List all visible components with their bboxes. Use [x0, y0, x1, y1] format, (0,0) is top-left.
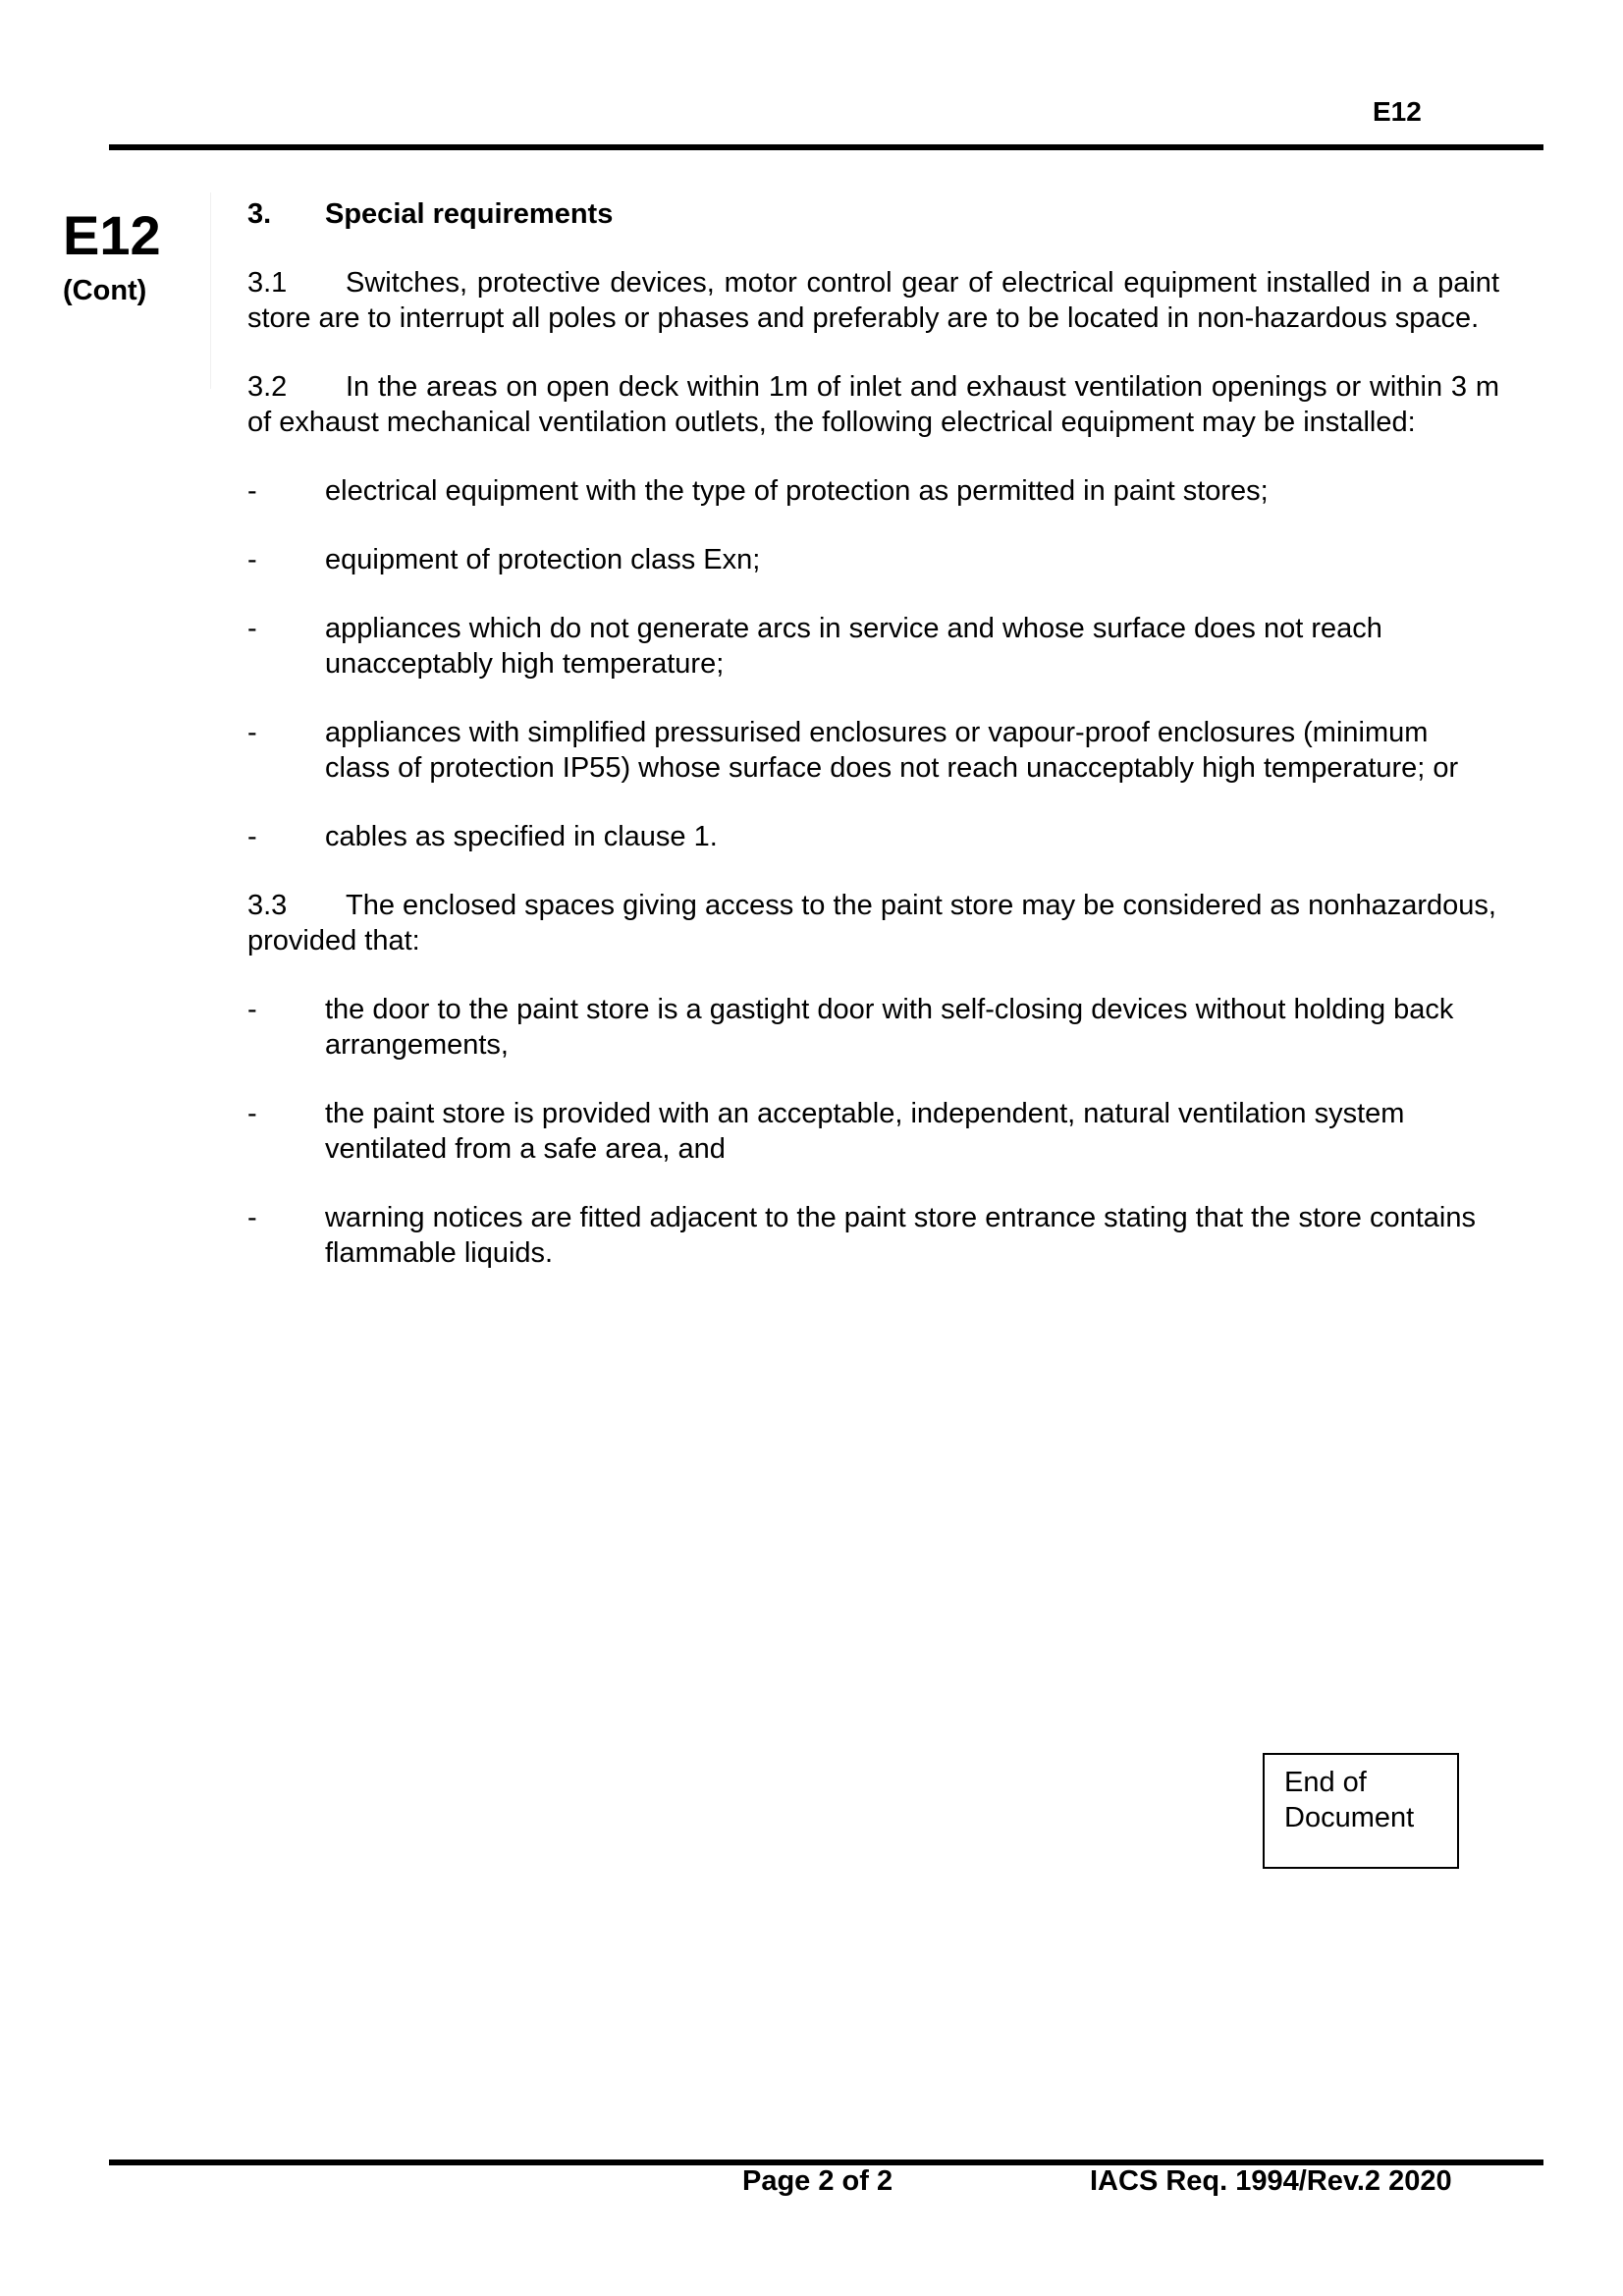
section-heading	[247, 196, 1499, 232]
end-of-document-box	[1263, 1753, 1459, 1869]
bullet-marker: -	[247, 1202, 257, 1233]
list-item-text: the paint store is provided with an acceptable, independent, natural ventilation system ventilated from a safe area, and	[325, 1098, 1405, 1165]
list-item	[247, 611, 1499, 682]
end-box-line-1: End of	[1284, 1767, 1367, 1798]
list-item-text: equipment of protection class Exn;	[325, 544, 761, 575]
paragraph-text: The enclosed spaces giving access to the paint store may be considered as nonhazardous, provided that:	[247, 890, 1496, 957]
section-title: Special requirements	[325, 198, 614, 230]
list-item-text: appliances which do not generate arcs in service and whose surface does not reach unacceptably high temperature;	[325, 613, 1382, 680]
sidebar-continued-label: (Cont)	[63, 275, 147, 306]
list-item-text: appliances with simplified pressurised enclosures or vapour-proof enclosures (minimum class of protection IP55) whose surface does not reach unacceptably high temperature; or	[325, 717, 1459, 784]
bullet-marker: -	[247, 544, 257, 575]
list-item	[247, 819, 1499, 854]
paragraph-3-1	[247, 265, 1499, 336]
document-body	[247, 196, 1499, 1304]
paragraph-text: In the areas on open deck within 1m of inlet and exhaust ventilation openings or within 3 m of exhaust mechanical ventilation outlets, the following electrical equipment may be installed:	[247, 371, 1499, 438]
end-box-line-2: Document	[1284, 1802, 1415, 1833]
bullet-marker: -	[247, 717, 257, 748]
list-item	[247, 1200, 1499, 1271]
bullet-marker: -	[247, 475, 257, 507]
list-item	[247, 992, 1499, 1063]
paragraph-number: 3.2	[247, 371, 288, 403]
list-item	[247, 715, 1499, 786]
bullet-marker: -	[247, 613, 257, 644]
list-item-text: warning notices are fitted adjacent to the paint store entrance stating that the store contains flammable liquids.	[325, 1202, 1476, 1269]
paragraph-number: 3.1	[247, 267, 288, 299]
bullet-marker: -	[247, 994, 257, 1025]
list-item-text: cables as specified in clause 1.	[325, 821, 718, 852]
bullet-marker: -	[247, 1098, 257, 1129]
document-reference: IACS Req. 1994/Rev.2 2020	[1090, 2165, 1452, 2197]
page-number: Page 2 of 2	[742, 2165, 893, 2197]
list-item	[247, 1096, 1499, 1167]
paragraph-number: 3.3	[247, 890, 288, 921]
header-rule	[109, 144, 1543, 150]
paragraph-3-3	[247, 888, 1499, 958]
section-number: 3.	[247, 198, 272, 230]
list-item	[247, 542, 1499, 577]
paragraph-3-2	[247, 369, 1499, 440]
bullet-marker: -	[247, 821, 257, 852]
header-document-code: E12	[1373, 96, 1422, 127]
sidebar-document-code: E12	[63, 204, 161, 266]
paragraph-text: Switches, protective devices, motor control gear of electrical equipment installed in a paint store are to interrupt all poles or phases and preferably are to be located in non-hazardous space.	[247, 267, 1499, 334]
list-item-text: electrical equipment with the type of protection as permitted in paint stores;	[325, 475, 1269, 507]
list-item	[247, 473, 1499, 509]
list-item-text: the door to the paint store is a gastight door with self-closing devices without holding back arrangements,	[325, 994, 1454, 1061]
